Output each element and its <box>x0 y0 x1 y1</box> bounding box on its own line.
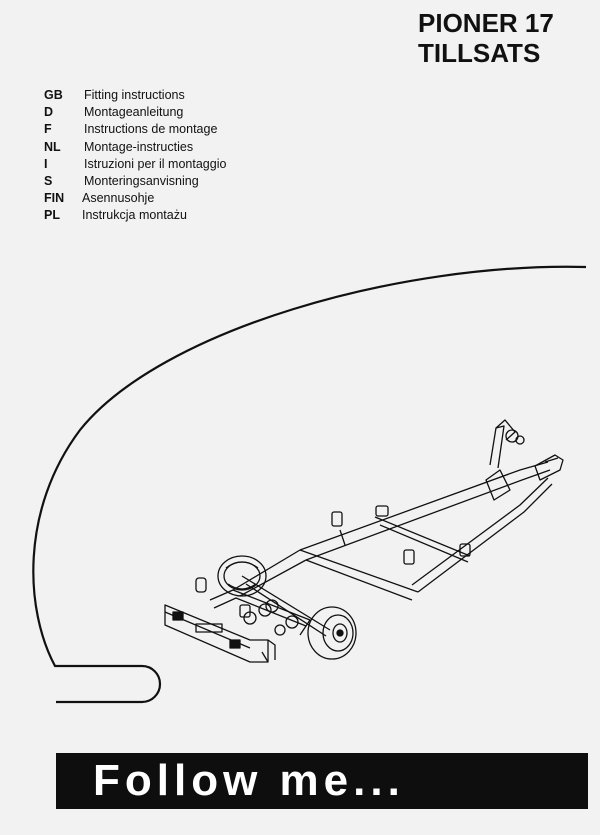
title-line-1: PIONER 17 <box>418 8 554 38</box>
trailer-drawing <box>165 420 563 662</box>
title-line-2: TILLSATS <box>418 38 541 68</box>
language-label: Fitting instructions <box>84 88 185 102</box>
language-label: Instrukcja montażu <box>82 208 187 223</box>
language-code: GB <box>44 88 63 102</box>
language-label: Istruzioni per il montaggio <box>84 156 227 171</box>
language-label: Montage-instructies <box>84 139 194 154</box>
language-code: I <box>44 156 48 171</box>
decorative-arc <box>33 267 586 702</box>
slogan-banner <box>56 753 588 809</box>
language-code: FIN <box>44 191 65 206</box>
language-code: D <box>44 105 54 120</box>
language-label: Asennusohje <box>82 191 155 206</box>
language-code: S <box>44 173 53 188</box>
language-label: Montageanleitung <box>84 105 184 120</box>
language-code: F <box>44 122 52 137</box>
language-label: Monteringsanvisning <box>84 173 199 188</box>
language-code: NL <box>44 139 61 154</box>
language-label: Instructions de montage <box>84 122 218 137</box>
language-code: PL <box>44 208 60 223</box>
slogan-text: Follow me... <box>93 756 405 805</box>
